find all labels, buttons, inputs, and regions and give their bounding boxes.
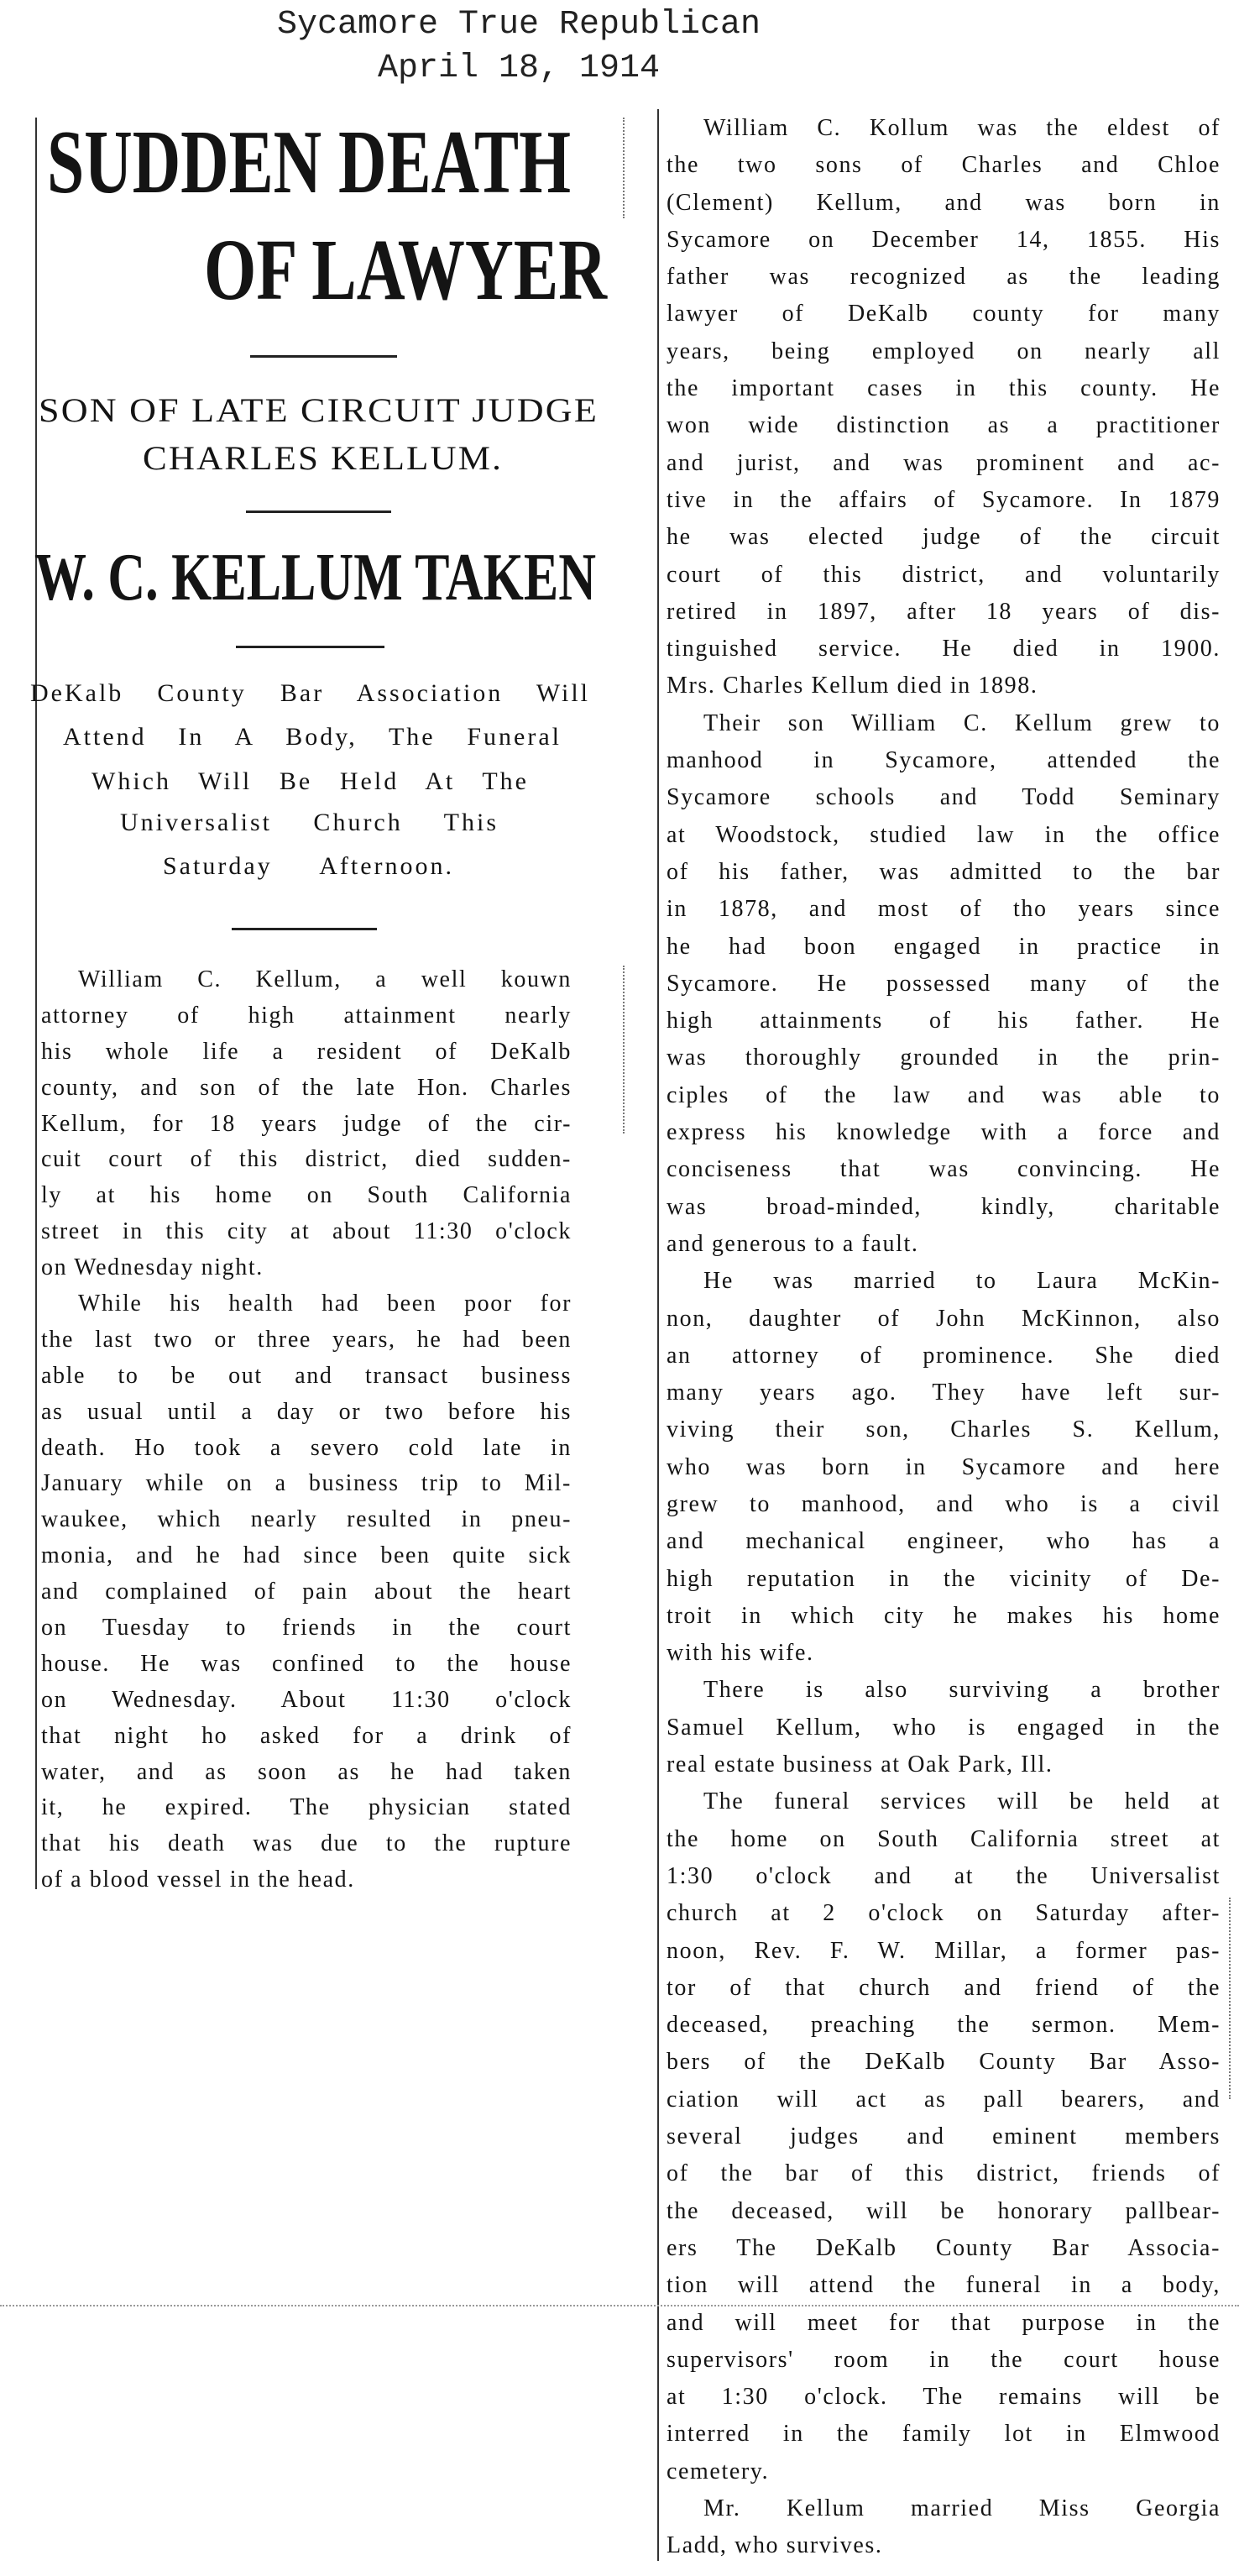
text-line: that his death was due to the rupture bbox=[41, 1830, 572, 1857]
text-line: retired in 1897, after 18 years of dis- bbox=[667, 598, 1221, 625]
text-line: (Clement) Kellum, and was born in bbox=[667, 189, 1221, 216]
text-line: Their son William C. Kellum grew to bbox=[703, 709, 1221, 736]
deck-line: Saturday Afternoon. bbox=[163, 852, 454, 880]
text-line: real estate business at Oak Park, Ill. bbox=[667, 1751, 1053, 1778]
text-line: several judges and eminent members bbox=[667, 2123, 1221, 2150]
publication-date: April 18, 1914 bbox=[377, 50, 661, 87]
text-line: father was recognized as the leading bbox=[667, 264, 1221, 291]
deck-line: DeKalb County Bar Association Will bbox=[30, 679, 590, 707]
text-line: tor of that church and friend of the bbox=[667, 1974, 1221, 2001]
text-line: high attainments of his father. He bbox=[667, 1008, 1221, 1034]
divider-rule bbox=[246, 510, 391, 513]
text-line: was thoroughly grounded in the prin- bbox=[667, 1045, 1221, 1071]
text-line: county, and son of the late Hon. Charles bbox=[41, 1074, 572, 1101]
right-column-border bbox=[657, 109, 659, 2561]
text-line: Sycamore schools and Todd Seminary bbox=[667, 784, 1221, 811]
text-line: express his knowledge with a force and bbox=[667, 1119, 1221, 1146]
text-line: house. He was confined to the house bbox=[41, 1650, 572, 1677]
column-divider-dotted bbox=[623, 966, 625, 1134]
text-line: as usual until a day or two before his bbox=[41, 1398, 572, 1425]
text-line: grew to manhood, and who is a civil bbox=[667, 1490, 1221, 1517]
text-line: Sycamore. He possessed many of the bbox=[667, 970, 1221, 997]
article-paragraph bbox=[667, 1672, 1221, 1783]
text-line: on Tuesday to friends in the court bbox=[41, 1615, 572, 1641]
article-paragraph bbox=[667, 705, 1221, 1263]
text-line: noon, Rev. F. W. Millar, a former pas- bbox=[667, 1937, 1221, 1964]
deck-line: Which Will Be Held At The bbox=[91, 767, 529, 795]
text-line: and complained of pain about the heart bbox=[41, 1579, 572, 1605]
text-line: ciples of the law and was able to bbox=[667, 1081, 1221, 1108]
second-headline: W. C. KELLUM TAKEN bbox=[34, 541, 596, 615]
text-line: While his health had been poor for bbox=[78, 1291, 572, 1317]
article-paragraph bbox=[667, 1783, 1221, 2490]
publication-name: Sycamore True Republican bbox=[276, 6, 761, 44]
text-line: Sycamore on December 14, 1855. His bbox=[667, 226, 1221, 253]
text-line: able to be out and transact business bbox=[41, 1362, 572, 1389]
subheadline-line-2: CHARLES KELLUM. bbox=[143, 439, 503, 477]
article-paragraph bbox=[667, 1263, 1221, 1672]
deck-line: Universalist Church This bbox=[120, 809, 499, 836]
text-line: his whole life a resident of DeKalb bbox=[41, 1038, 572, 1065]
text-line: church at 2 o'clock on Saturday after- bbox=[667, 1900, 1221, 1927]
text-line: water, and as soon as he had taken bbox=[41, 1758, 572, 1785]
text-line: at Woodstock, studied law in the office bbox=[667, 821, 1221, 848]
article-paragraph bbox=[41, 1286, 572, 1898]
text-line: 1:30 o'clock and at the Universalist bbox=[667, 1862, 1221, 1889]
text-line: interred in the family lot in Elmwood bbox=[667, 2421, 1221, 2448]
text-line: at 1:30 o'clock. The remains will be bbox=[667, 2384, 1221, 2411]
text-line: high reputation in the vicinity of De- bbox=[667, 1565, 1221, 1592]
text-line: There is also surviving a brother bbox=[703, 1677, 1221, 1704]
text-line: conciseness that was convincing. He bbox=[667, 1156, 1221, 1183]
divider-rule bbox=[232, 928, 377, 930]
text-line: was broad-minded, kindly, charitable bbox=[667, 1193, 1221, 1220]
text-line: the important cases in this county. He bbox=[667, 375, 1221, 402]
text-line: cemetery. bbox=[667, 2458, 770, 2484]
text-line: in 1878, and most of tho years since bbox=[667, 896, 1221, 923]
text-line: with his wife. bbox=[667, 1640, 814, 1667]
text-line: non, daughter of John McKinnon, also bbox=[667, 1305, 1221, 1332]
text-line: waukee, which nearly resulted in pneu- bbox=[41, 1506, 572, 1533]
text-line: who was born in Sycamore and here bbox=[667, 1453, 1221, 1480]
text-line: the two sons of Charles and Chloe bbox=[667, 152, 1221, 179]
article-paragraph bbox=[667, 2490, 1221, 2565]
text-line: death. Ho took a severo cold late in bbox=[41, 1434, 572, 1461]
text-line: January while on a business trip to Mil- bbox=[41, 1470, 572, 1497]
text-line: he had boon engaged in practice in bbox=[667, 933, 1221, 960]
text-line: tinguished service. He died in 1900. bbox=[667, 636, 1221, 662]
text-line: viving their son, Charles S. Kellum, bbox=[667, 1416, 1221, 1443]
headline-line-2: OF LAWYER bbox=[204, 222, 607, 318]
text-line: street in this city at about 11:30 o'clock bbox=[41, 1218, 572, 1245]
text-line: the last two or three years, he had been bbox=[41, 1326, 572, 1353]
text-line: supervisors' room in the court house bbox=[667, 2346, 1221, 2373]
text-line: manhood in Sycamore, attended the bbox=[667, 747, 1221, 774]
text-line: Mrs. Charles Kellum died in 1898. bbox=[667, 673, 1038, 699]
text-line: monia, and he had since been quite sick bbox=[41, 1542, 572, 1569]
text-line: deceased, preaching the sermon. Mem- bbox=[667, 2012, 1221, 2039]
text-line: many years ago. They have left sur- bbox=[667, 1380, 1221, 1406]
text-line: the deceased, will be honorary pallbear- bbox=[667, 2197, 1221, 2224]
text-line: Mr. Kellum married Miss Georgia bbox=[703, 2495, 1221, 2521]
left-article-column bbox=[41, 962, 572, 1898]
text-line: an attorney of prominence. She died bbox=[667, 1342, 1221, 1369]
left-column-border bbox=[35, 118, 37, 1889]
text-line: lawyer of DeKalb county for many bbox=[667, 301, 1221, 327]
text-line: of his father, was admitted to the bar bbox=[667, 858, 1221, 885]
text-line: on Wednesday. About 11:30 o'clock bbox=[41, 1686, 572, 1713]
text-line: ly at his home on South California bbox=[41, 1182, 572, 1209]
text-line: attorney of high attainment nearly bbox=[41, 1002, 572, 1029]
text-line: that night ho asked for a drink of bbox=[41, 1722, 572, 1749]
text-line: Ladd, who survives. bbox=[667, 2532, 883, 2559]
text-line: The funeral services will be held at bbox=[703, 1788, 1221, 1815]
text-line: the home on South California street at bbox=[667, 1825, 1221, 1852]
text-line: He was married to Laura McKin- bbox=[703, 1268, 1221, 1295]
right-article-column bbox=[667, 110, 1221, 2565]
text-line: and mechanical engineer, who has a bbox=[667, 1528, 1221, 1555]
right-edge-dotted bbox=[1229, 1898, 1231, 2099]
text-line: and jurist, and was prominent and ac- bbox=[667, 449, 1221, 476]
column-divider-dotted bbox=[623, 118, 625, 218]
text-line: years, being employed on nearly all bbox=[667, 338, 1221, 364]
text-line: on Wednesday night. bbox=[41, 1254, 264, 1281]
text-line: Kellum, for 18 years judge of the cir- bbox=[41, 1110, 572, 1137]
article-paragraph bbox=[667, 110, 1221, 705]
text-line: William C. Kollum was the eldest of bbox=[703, 115, 1221, 141]
text-line: tive in the affairs of Sycamore. In 1879 bbox=[667, 486, 1221, 513]
text-line: of the bar of this district, friends of bbox=[667, 2160, 1221, 2187]
text-line: cuit court of this district, died sudden- bbox=[41, 1146, 572, 1173]
article-paragraph bbox=[41, 962, 572, 1286]
text-line: and generous to a fault. bbox=[667, 1230, 919, 1257]
text-line: Samuel Kellum, who is engaged in the bbox=[667, 1714, 1221, 1741]
divider-rule bbox=[236, 646, 384, 648]
deck-line: Attend In A Body, The Funeral bbox=[63, 723, 562, 751]
text-line: court of this district, and voluntarily bbox=[667, 561, 1221, 588]
text-line: tion will attend the funeral in a body, bbox=[667, 2272, 1221, 2299]
text-line: won wide distinction as a practitioner bbox=[667, 412, 1221, 439]
text-line: William C. Kellum, a well kouwn bbox=[78, 966, 572, 992]
text-line: troit in which city he makes his home bbox=[667, 1602, 1221, 1629]
text-line: ciation will act as pall bearers, and bbox=[667, 2086, 1221, 2113]
text-line: ers The DeKalb County Bar Associa- bbox=[667, 2234, 1221, 2261]
text-line: of a blood vessel in the head. bbox=[41, 1867, 355, 1893]
subheadline-line-1: SON OF LATE CIRCUIT JUDGE bbox=[39, 391, 599, 429]
text-line: it, he expired. The physician stated bbox=[41, 1794, 572, 1821]
divider-rule bbox=[250, 355, 397, 358]
text-line: he was elected judge of the circuit bbox=[667, 524, 1221, 551]
text-line: and will meet for that purpose in the bbox=[667, 2309, 1221, 2336]
text-line: bers of the DeKalb County Bar Asso- bbox=[667, 2049, 1221, 2076]
headline-line-1: SUDDEN DEATH bbox=[47, 113, 571, 212]
